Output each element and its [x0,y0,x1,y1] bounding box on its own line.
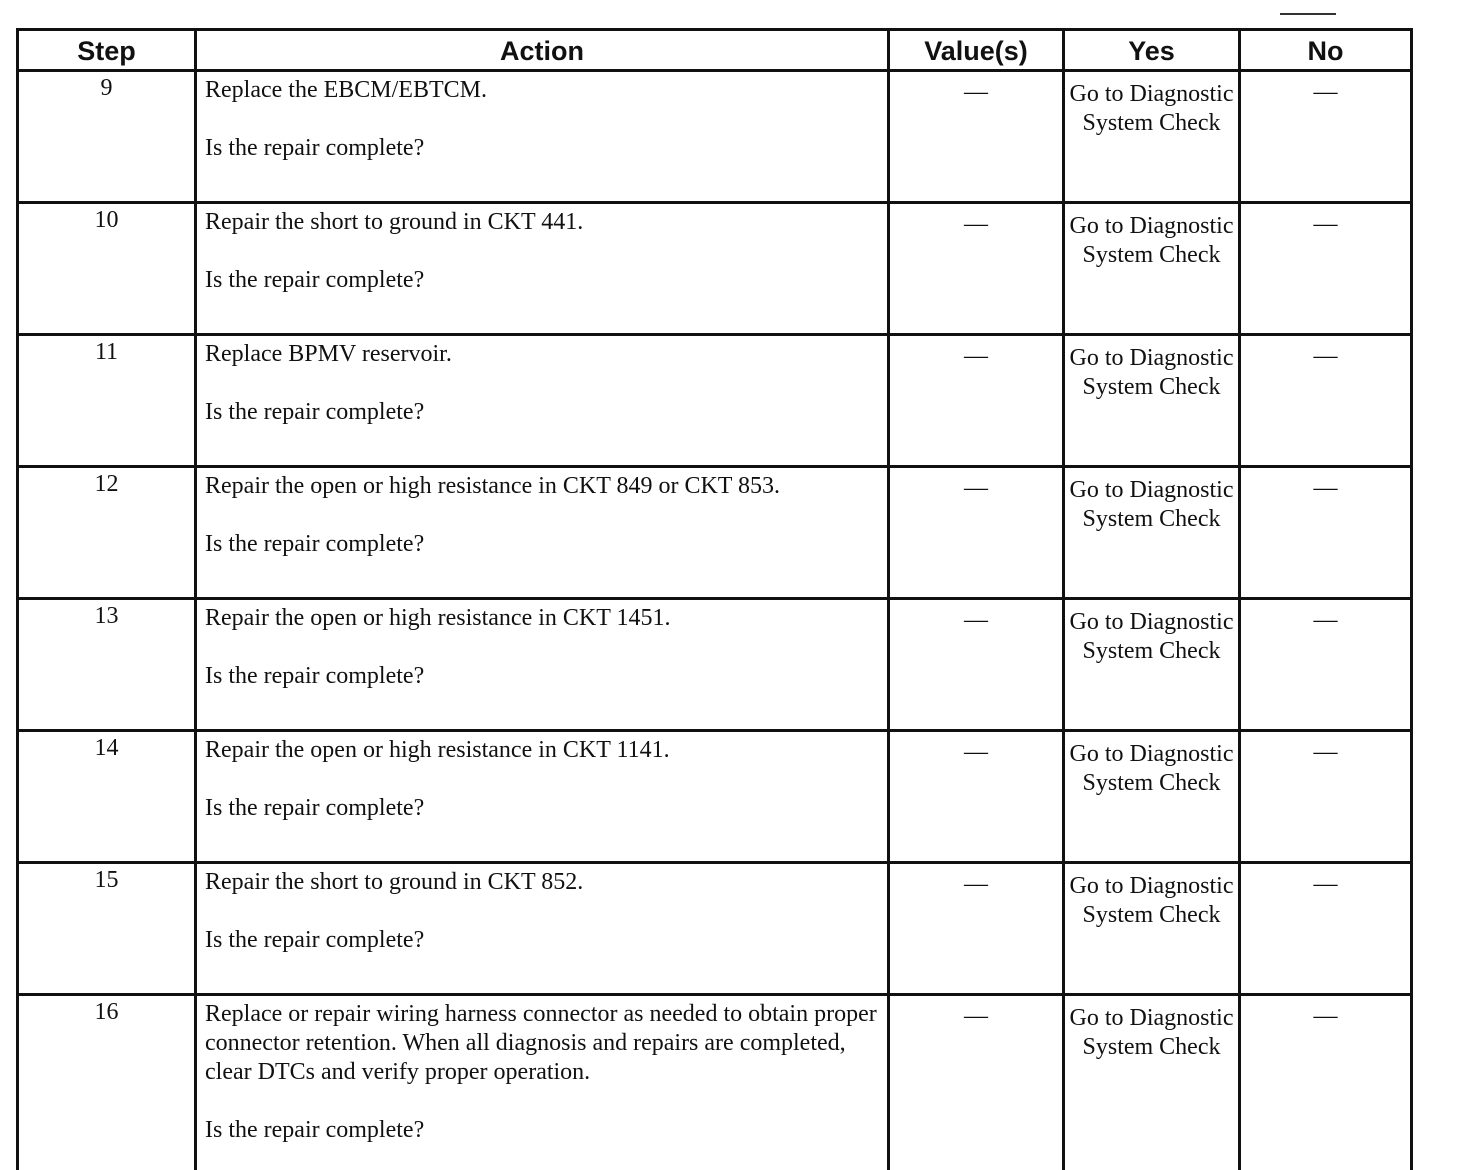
action-text: Repair the short to ground in CKT 441. [205,209,584,235]
no-cell: — [1240,71,1412,203]
step-cell: 9 [18,71,196,203]
action-question: Is the repair complete? [205,399,425,425]
top-margin-dash [1280,13,1336,15]
header-row [18,30,1412,71]
action-cell [196,995,889,1170]
yes-cell: Go to Diagnostic System Check [1064,995,1240,1170]
step-cell: 12 [18,467,196,599]
yes-cell: Go to Diagnostic System Check [1064,335,1240,467]
diagnostic-table [16,28,1413,1170]
action-cell [196,467,889,599]
step-cell: 15 [18,863,196,995]
yes-cell: Go to Diagnostic System Check [1064,467,1240,599]
value-cell: — [889,995,1064,1170]
header-yes: Yes [1064,30,1240,71]
action-text: Repair the open or high resistance in CKT 1141. [205,737,670,763]
header-value: Value(s) [889,30,1064,71]
table-row [18,203,1412,335]
table-row [18,863,1412,995]
action-cell [196,731,889,863]
action-cell [196,71,889,203]
action-text: Repair the open or high resistance in CKT 1451. [205,605,671,631]
action-question: Is the repair complete? [205,531,425,557]
action-cell [196,599,889,731]
action-text: Repair the open or high resistance in CKT 849 or CKT 853. [205,473,781,499]
action-question: Is the repair complete? [205,927,425,953]
no-cell: — [1240,731,1412,863]
header-action: Action [196,30,889,71]
value-cell: — [889,599,1064,731]
value-cell: — [889,203,1064,335]
action-question: Is the repair complete? [205,795,425,821]
yes-cell: Go to Diagnostic System Check [1064,203,1240,335]
no-cell: — [1240,863,1412,995]
action-question: Is the repair complete? [205,663,425,689]
action-text: Replace BPMV reservoir. [205,341,452,367]
no-cell: — [1240,203,1412,335]
action-cell [196,203,889,335]
no-cell: — [1240,467,1412,599]
yes-cell: Go to Diagnostic System Check [1064,599,1240,731]
table-row [18,467,1412,599]
action-cell [196,335,889,467]
no-cell: — [1240,599,1412,731]
action-question: Is the repair complete? [205,135,425,161]
step-cell: 11 [18,335,196,467]
step-cell: 10 [18,203,196,335]
yes-cell: Go to Diagnostic System Check [1064,731,1240,863]
yes-cell: Go to Diagnostic System Check [1064,71,1240,203]
table-row [18,995,1412,1170]
table-row [18,335,1412,467]
action-text: Replace the EBCM/EBTCM. [205,77,487,103]
value-cell: — [889,467,1064,599]
header-no: No [1240,30,1412,71]
value-cell: — [889,71,1064,203]
step-cell: 16 [18,995,196,1170]
action-text: Repair the short to ground in CKT 852. [205,869,584,895]
table-row [18,71,1412,203]
action-text: Replace or repair wiring harness connector as needed to obtain proper connector retention. When all diagnosis and repairs are completed, clear DTCs and verify proper operation. [205,1001,877,1085]
no-cell: — [1240,335,1412,467]
no-cell: — [1240,995,1412,1170]
table-row [18,731,1412,863]
action-question: Is the repair complete? [205,1117,425,1143]
step-cell: 14 [18,731,196,863]
value-cell: — [889,863,1064,995]
action-cell [196,863,889,995]
value-cell: — [889,731,1064,863]
yes-cell: Go to Diagnostic System Check [1064,863,1240,995]
value-cell: — [889,335,1064,467]
action-question: Is the repair complete? [205,267,425,293]
header-step: Step [18,30,196,71]
table-row [18,599,1412,731]
step-cell: 13 [18,599,196,731]
